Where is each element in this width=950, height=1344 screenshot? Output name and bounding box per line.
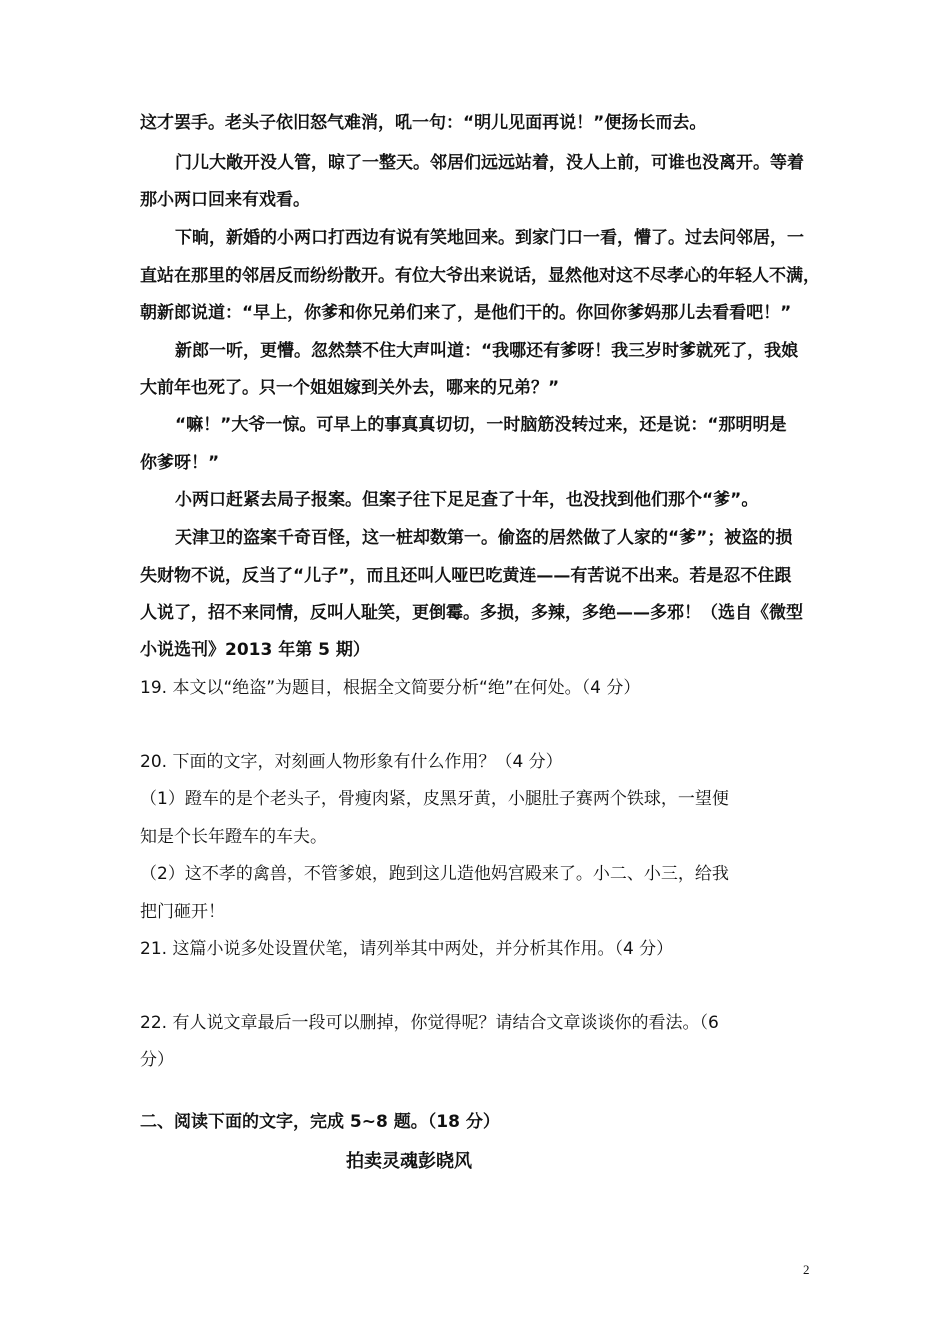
story-line: 那小两口回来有戏看。 — [140, 190, 310, 210]
story-line: 大前年也死了。只一个姐姐嫁到关外去，哪来的兄弟？” — [140, 378, 560, 398]
story-line: 人说了，招不来同情，反叫人耻笑，更倒霉。多损，多辣，多绝——多邪！（选自《微型 — [140, 603, 803, 623]
question-20-item-1-cont: 知是个长年蹬车的车夫。 — [140, 827, 327, 847]
page-number: 2 — [803, 1262, 810, 1277]
question-22: 22. 有人说文章最后一段可以删掉，你觉得呢？请结合文章谈谈你的看法。（6 — [140, 1013, 719, 1033]
question-19: 19. 本文以“绝盗”为题目，根据全文简要分析“绝”在何处。（4 分） — [140, 678, 641, 698]
story-line: 小两口赶紧去局子报案。但案子往下足足查了十年，也没找到他们那个“爹”。 — [175, 490, 759, 510]
question-21: 21. 这篇小说多处设置伏笔，请列举其中两处，并分析其作用。（4 分） — [140, 939, 674, 959]
story-line: 这才罢手。老头子依旧怒气难消，吼一句：“明儿见面再说！”便扬长而去。 — [140, 113, 707, 133]
question-20-item-1: （1）蹬车的是个老头子，骨瘦肉紧，皮黑牙黄，小腿肚子赛两个铁球，一望便 — [140, 789, 729, 809]
story-line: 你爹呀！” — [140, 453, 220, 473]
question-20: 20. 下面的文字，对刻画人物形象有什么作用？（4 分） — [140, 752, 563, 772]
question-20-item-2: （2）这不孝的禽兽，不管爹娘，跑到这儿造他妈宫殿来了。小二、小三，给我 — [140, 864, 729, 884]
story-line: 失财物不说，反当了“儿子”，而且还叫人哑巴吃黄连——有苦说不出来。若是忍不住跟 — [140, 566, 792, 586]
question-20-item-2-cont: 把门砸开！ — [140, 902, 225, 922]
story-line: 新郎一听，更懵。忽然禁不住大声叫道：“我哪还有爹呀！我三岁时爹就死了，我娘 — [175, 341, 799, 361]
story-line: 朝新郎说道：“早上，你爹和你兄弟们来了，是他们干的。你回你爹妈那儿去看看吧！” — [140, 303, 792, 323]
story-line: 门儿大敞开没人管，晾了一整天。邻居们远远站着，没人上前，可谁也没离开。等着 — [175, 153, 804, 173]
article-title: 拍卖灵魂彭晓风 — [346, 1151, 472, 1172]
story-line: 天津卫的盗案千奇百怪，这一桩却数第一。偷盗的居然做了人家的“爹”；被盗的损 — [175, 528, 793, 548]
story-line: 直站在那里的邻居反而纷纷散开。有位大爷出来说话，显然他对这不尽孝心的年轻人不满， — [140, 266, 820, 286]
story-line: “嘛！”大爷一惊。可早上的事真真切切，一时脑筋没转过来，还是说：“那明明是 — [175, 415, 787, 435]
story-line: 小说选刊》2013 年第 5 期） — [140, 640, 370, 660]
question-22-cont: 分） — [140, 1050, 174, 1070]
section-two-heading: 二、阅读下面的文字，完成 5~8 题。（18 分） — [140, 1112, 500, 1132]
story-line: 下晌，新婚的小两口打西边有说有笑地回来。到家门口一看，懵了。过去问邻居，一 — [175, 228, 804, 248]
